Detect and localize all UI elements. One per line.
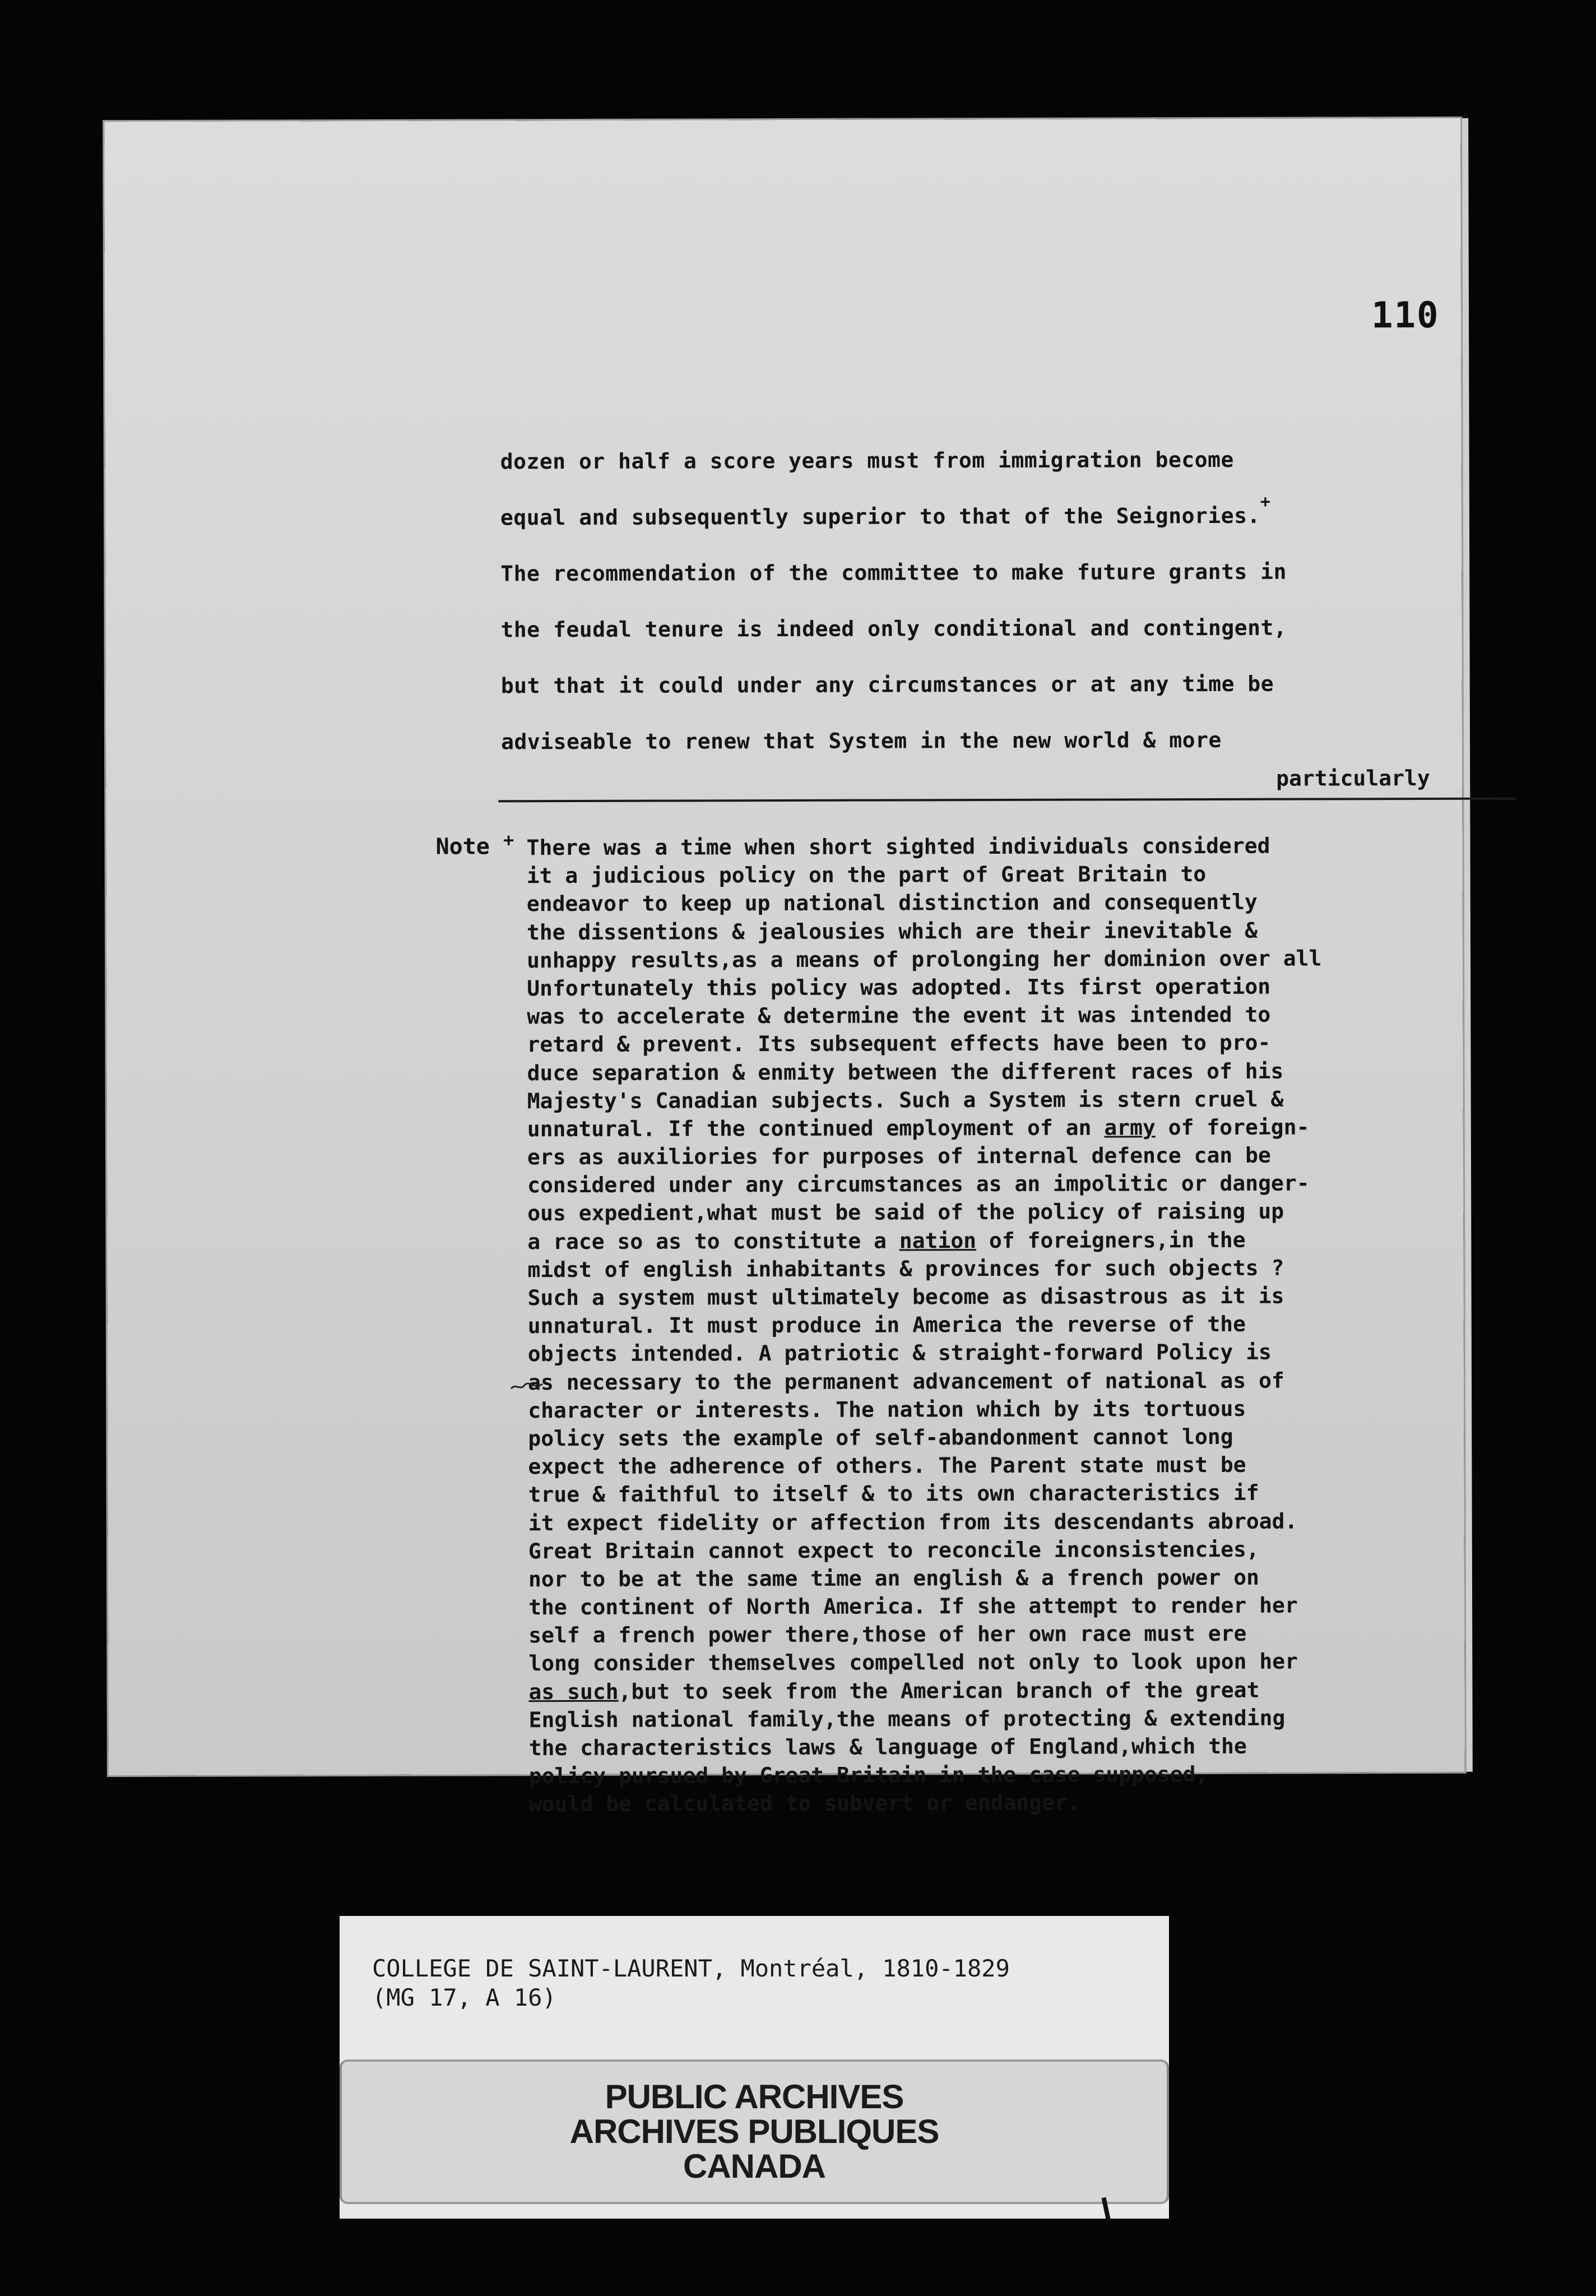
body-line-2-text: equal and subsequently superior to that of the Seignories. [500,503,1260,530]
note-line: it expect fidelity or affection from its descendants abroad. [528,1508,1298,1535]
note-line: Unfortunately this policy was adopted. Its first operation [527,974,1271,1001]
body-line-6: adviseable to renew that System in the new world & more [500,727,1222,754]
note-line: character or interests. The nation which by its tortuous [528,1396,1246,1423]
note-line: considered under any circumstances as an impolitic or danger- [527,1170,1310,1198]
note-line: endeavor to keep up national distinction and consequently [526,890,1258,916]
note-line: policy sets the example of self-abandonment cannot long [528,1424,1233,1451]
stamp-line-english: PUBLIC ARCHIVES [605,2078,904,2116]
body-line-4: the feudal tenure is indeed only conditional and contingent, [500,615,1287,642]
stamp-line-french: ARCHIVES PUBLIQUES [569,2113,939,2150]
body-line-2 [500,487,1548,545]
note-line: as necessary to the permanent advancement of national as of [527,1368,1284,1395]
note-line: self a french power there,those of her own race must ere [528,1621,1247,1648]
note-line: ous expedient,what must be said of the policy of raising up [527,1199,1284,1226]
note-label-text: Note [435,834,490,860]
note-line: true & faithful to itself & to its own characteristics if [528,1480,1259,1507]
note-line: as such,but to seek from the American branch of the great [528,1677,1260,1704]
handwritten-mark [510,1381,544,1392]
note-line: it a judicious policy on the part of Great Britain to [526,862,1207,888]
note-line: unnatural. It must produce in America the reverse of the [527,1312,1246,1339]
archive-stamp [340,2056,1169,2207]
archive-collection-title: COLLEGE DE SAINT-LAURENT, Montréal, 1810-1829 [372,1955,1010,1982]
note-line: the dissentions & jealousies which are their inevitable & [526,918,1258,945]
note-line: nor to be at the same time an english & a french power on [528,1564,1260,1592]
note-line: Great Britain cannot expect to reconcile inconsistencies, [528,1536,1259,1563]
body-text [500,430,1549,770]
archive-stamp-plate [340,2059,1169,2204]
note-label [435,829,514,860]
footnote-marker: + [1260,492,1271,512]
note-marker: + [503,829,514,851]
note-line: policy pursued by Great Britain in the case supposed, [528,1762,1209,1789]
note-line: would be calculated to subvert or endanger. [528,1790,1080,1817]
note-line: Majesty's Canadian subjects. Such a System is stern cruel & [527,1086,1284,1113]
note-line: unnatural. If the continued employment of an army of foreign- [527,1114,1310,1142]
underlined-word: nation [899,1228,977,1253]
note-line: the continent of North America. If she attempt to render her [528,1593,1298,1620]
note-line: retard & prevent. Its subsequent effects have been to pro- [527,1030,1271,1057]
note-line: a race so as to constitute a nation of foreigners,in the [527,1227,1246,1254]
note-line: the characteristics laws & language of England,which the [528,1733,1247,1761]
note-line: unhappy results,as a means of prolonging her dominion over all [527,946,1322,973]
note-line: Such a system must ultimately become as disastrous as it is [527,1283,1284,1311]
note-line: ers as auxiliories for purposes of internal defence can be [527,1142,1271,1170]
footnote-text [526,831,1583,1818]
catchword: particularly [1276,765,1430,791]
underlined-word: as such [528,1679,619,1704]
archive-label-text [372,1954,1010,2012]
note-line: midst of english inhabitants & provinces for such objects ? [527,1255,1284,1283]
note-line: was to accelerate & determine the event it was intended to [527,1002,1271,1029]
note-line: English national family,the means of protecting & extending [528,1705,1286,1733]
document-page [104,118,1465,1817]
note-line: There was a time when short sighted individuals considered [526,833,1270,860]
underlined-word: army [1104,1115,1156,1140]
page-number: 110 [1371,294,1440,337]
archive-reference: (MG 17, A 16) [372,1984,556,2011]
stamp-line-country: CANADA [683,2147,825,2185]
note-line: objects intended. A patriotic & straight-forward Policy is [527,1340,1272,1367]
archive-label-card [340,1916,1169,2219]
note-line: long consider themselves compelled not only to look upon her [528,1649,1298,1676]
body-line-1: dozen or half a score years must from immigration become [500,447,1234,474]
body-line-3: The recommendation of the committee to make future grants in [500,559,1287,586]
body-line-5: but that it could under any circumstances or at any time be [500,671,1274,698]
note-line: duce separation & enmity between the different races of his [527,1058,1284,1085]
footnote-rule [498,798,1515,803]
note-line: expect the adherence of others. The Parent state must be [528,1452,1246,1479]
